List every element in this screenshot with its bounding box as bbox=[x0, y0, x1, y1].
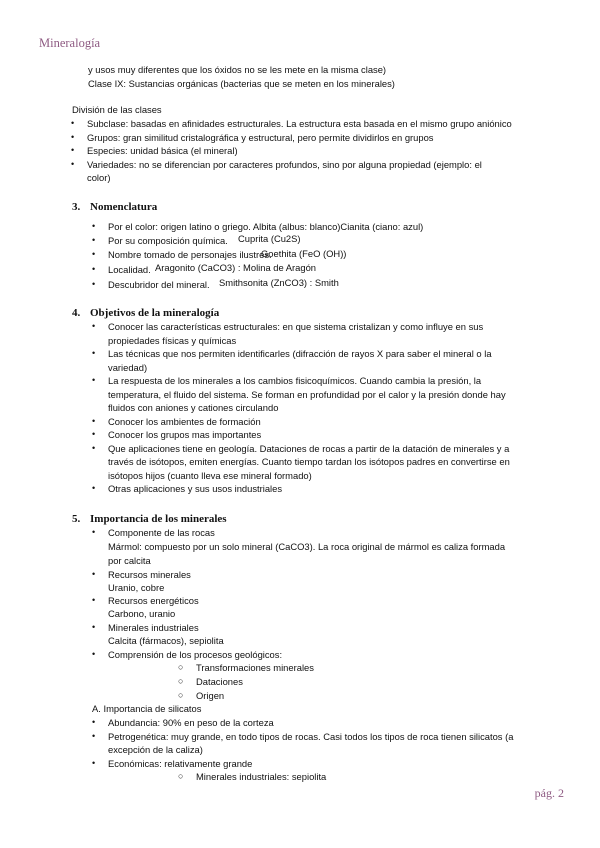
intro-line: Clase IX: Sustancias orgánicas (bacterias que se meten en los minerales) bbox=[88, 78, 395, 89]
importance-line: Recursos minerales bbox=[108, 569, 191, 580]
bullet-icon: • bbox=[92, 527, 96, 537]
objective-line: temperatura, el fluido del sistema. Se forman en profundidad por el calor y la presión donde hay bbox=[108, 389, 506, 400]
objective-line: Otras aplicaciones y sus usos industriales bbox=[108, 483, 283, 494]
nomenclature-item: Localidad. bbox=[108, 264, 151, 275]
circle-bullet-icon: ○ bbox=[178, 676, 184, 686]
section-number: 4. bbox=[72, 307, 81, 319]
importance-line: Mármol: compuesto por un solo mineral (CaCO3). La roca original de mármol es caliza formada bbox=[108, 541, 506, 552]
intro-line: y usos muy diferentes que los óxidos no se les mete en la misma clase) bbox=[88, 64, 387, 75]
bullet-icon: • bbox=[92, 221, 96, 231]
division-item: Variedades: no se diferencian por caracteres profundos, sino por alguna propiedad (ejemplo: el bbox=[87, 159, 482, 170]
bullet-icon: • bbox=[92, 717, 96, 727]
silicate-line: Abundancia: 90% en peso de la corteza bbox=[108, 717, 274, 728]
importance-line: Componente de las rocas bbox=[108, 527, 215, 538]
running-header: Mineralogía bbox=[39, 36, 101, 50]
bullet-icon: • bbox=[92, 622, 96, 632]
bullet-icon: • bbox=[92, 416, 96, 426]
division-title: División de las clases bbox=[72, 104, 162, 115]
bullet-icon: • bbox=[92, 758, 96, 768]
importance-line: Minerales industriales bbox=[108, 622, 199, 633]
section-title: Nomenclatura bbox=[90, 201, 158, 213]
section-title: Importancia de los minerales bbox=[90, 513, 227, 525]
objective-line: fluidos con aniones y cationes circulando bbox=[108, 402, 279, 413]
division-item: Especies: unidad básica (el mineral) bbox=[87, 145, 238, 156]
bullet-icon: • bbox=[71, 118, 75, 128]
nomenclature-example: Smithsonita (ZnCO3) : Smith bbox=[219, 277, 339, 288]
circle-bullet-icon: ○ bbox=[178, 771, 184, 781]
section-number: 3. bbox=[72, 201, 81, 213]
subsection-title: A. Importancia de silicatos bbox=[92, 703, 202, 714]
bullet-icon: • bbox=[92, 443, 96, 453]
objective-line: propiedades físicas y químicas bbox=[108, 335, 237, 346]
bullet-icon: • bbox=[92, 483, 96, 493]
nomenclature-item: Por el color: origen latino o griego. Albita (albus: blanco)Cianita (ciano: azul) bbox=[108, 221, 424, 232]
page-number: pág. 2 bbox=[534, 786, 564, 800]
division-item: Subclase: basadas en afinidades estructurales. La estructura esta basada en el mismo grupo aniónico bbox=[87, 118, 512, 129]
importance-line: por calcita bbox=[108, 555, 151, 566]
bullet-icon: • bbox=[92, 321, 96, 331]
objective-line: Que aplicaciones tiene en geología. Dataciones de rocas a partir de la datación de minerales y a bbox=[108, 443, 510, 454]
bullet-icon: • bbox=[92, 249, 96, 259]
bullet-icon: • bbox=[92, 264, 96, 274]
importance-line: Recursos energéticos bbox=[108, 595, 199, 606]
section-title: Objetivos de la mineralogía bbox=[90, 307, 220, 319]
nomenclature-item: Por su composición química. bbox=[108, 235, 228, 246]
silicate-line: Económicas: relativamente grande bbox=[108, 758, 253, 769]
silicate-line: Petrogenética: muy grande, en todo tipos de rocas. Casi todos los tipos de roca tienen silicatos (a bbox=[108, 731, 514, 742]
objective-line: variedad) bbox=[108, 362, 148, 373]
objective-line: Las técnicas que nos permiten identificarles (difracción de rayos X para saber el mineral o la bbox=[108, 348, 492, 359]
bullet-icon: • bbox=[71, 159, 75, 169]
silicate-subline: Minerales industriales: sepiolita bbox=[196, 771, 327, 782]
bullet-icon: • bbox=[92, 235, 96, 245]
nomenclature-example: Aragonito (CaCO3) : Molina de Aragón bbox=[155, 262, 317, 273]
circle-bullet-icon: ○ bbox=[178, 662, 184, 672]
importance-line: Calcita (fármacos), sepiolita bbox=[108, 635, 224, 646]
objective-line: La respuesta de los minerales a los cambios fisicoquímicos. Cuando cambia la presión, la bbox=[108, 375, 482, 386]
importance-subline: Origen bbox=[196, 690, 225, 701]
bullet-icon: • bbox=[92, 649, 96, 659]
bullet-icon: • bbox=[92, 429, 96, 439]
silicate-line: excepción de la caliza) bbox=[108, 744, 203, 755]
bullet-icon: • bbox=[92, 569, 96, 579]
nomenclature-example: Cuprita (Cu2S) bbox=[238, 233, 301, 244]
bullet-icon: • bbox=[92, 595, 96, 605]
objective-line: través de isótopos, emiten energías. Cuanto tiempo tardan los isótopos padres en convertirse en bbox=[108, 456, 510, 467]
bullet-icon: • bbox=[71, 145, 75, 155]
nomenclature-item: Nombre tomado de personajes ilustres. bbox=[108, 249, 272, 260]
division-item-continuation: color) bbox=[87, 172, 111, 183]
circle-bullet-icon: ○ bbox=[178, 690, 184, 700]
bullet-icon: • bbox=[71, 132, 75, 142]
importance-line: Carbono, uranio bbox=[108, 608, 176, 619]
nomenclature-item: Descubridor del mineral. bbox=[108, 279, 210, 290]
objective-line: Conocer los grupos mas importantes bbox=[108, 429, 262, 440]
bullet-icon: • bbox=[92, 279, 96, 289]
bullet-icon: • bbox=[92, 731, 96, 741]
importance-line: Uranio, cobre bbox=[108, 582, 165, 593]
importance-subline: Dataciones bbox=[196, 676, 243, 687]
objective-line: isótopos hijos (cuanto lleva ese mineral formado) bbox=[108, 470, 312, 481]
bullet-icon: • bbox=[92, 375, 96, 385]
importance-line: Comprensión de los procesos geológicos: bbox=[108, 649, 283, 660]
bullet-icon: • bbox=[92, 348, 96, 358]
importance-subline: Transformaciones minerales bbox=[196, 662, 314, 673]
division-item: Grupos: gran similitud cristalográfica y estructural, pero permite dividirlos en grupos bbox=[87, 132, 434, 143]
nomenclature-example: Goethita (FeO (OH)) bbox=[261, 248, 347, 259]
objective-line: Conocer las características estructurales: en que sistema cristalizan y como influye en sus bbox=[108, 321, 484, 332]
objective-line: Conocer los ambientes de formación bbox=[108, 416, 261, 427]
section-number: 5. bbox=[72, 513, 81, 525]
